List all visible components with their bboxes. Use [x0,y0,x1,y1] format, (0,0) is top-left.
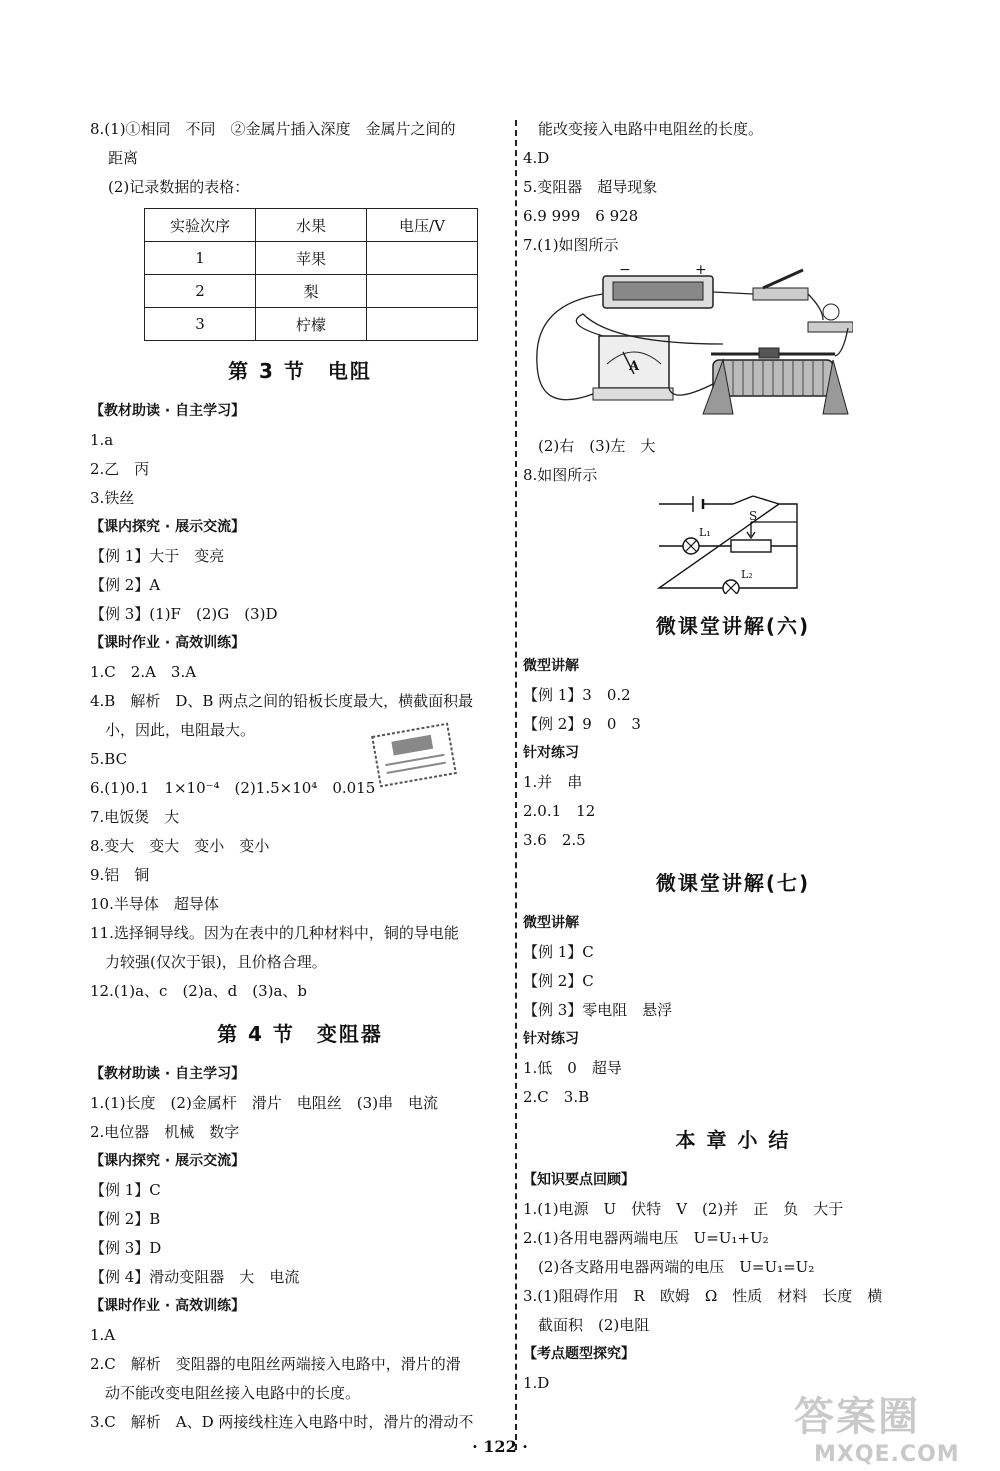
right-top-lines [523,115,943,260]
rheostat-symbol [731,540,771,552]
rheostat-slider [759,348,779,358]
wire-3 [808,294,823,320]
answer-line: 1.A [90,1326,116,1344]
q8-line1: 8.(1)①相同 不同 ②金属片插入深度 金属片之间的 [90,120,456,138]
section-heading: 针对练习 [523,745,579,761]
table-header-row [145,209,478,242]
site-watermark [794,1385,984,1465]
table-cell [367,242,478,275]
answer-line: 截面积 (2)电阻 [538,1316,650,1334]
answer-line: 3.C 解析 A、D 两接线柱连入电路中时，滑片的滑动不 [90,1413,474,1431]
micro-lecture-7-lines [523,909,943,1112]
answer-line: 【例 3】D [90,1239,162,1257]
section-heading: 【教材助读 · 自主学习】 [90,403,246,419]
answer-line: 【例 2】9 0 3 [523,715,641,733]
lamp-bulb [823,304,839,320]
ammeter-stand [593,388,673,400]
answer-line: 小，因此，电阻最大。 [105,721,256,739]
answer-line: 2.电位器 机械 数字 [90,1123,240,1141]
table-row [145,308,478,341]
answer-line: 3.(1)阻碍作用 R 欧姆 Ω 性质 材料 长度 横 [523,1287,883,1305]
section-4-title: 第 4 节 变阻器 [217,1022,383,1046]
switch-knife [763,270,803,288]
answer-line: 【例 1】C [90,1181,161,1199]
answer-line: 【例 2】A [90,576,161,594]
page-number: · 122 · [472,1437,528,1456]
answer-line: 9.铝 铜 [90,866,150,884]
answer-line: 3.6 2.5 [523,831,586,849]
answer-line: 4.B 解析 D、B 两点之间的铅板长度最大，横截面积最 [90,692,474,710]
chapter-summary-title: 本 章 小 结 [675,1128,791,1152]
micro-lecture-6-title: 微课堂讲解(六) [655,614,811,638]
lamp-1-label: L₁ [699,526,711,539]
section-heading: 微型讲解 [523,915,579,931]
ammeter-label: A [629,359,640,374]
table-cell [367,308,478,341]
table-cell [367,275,478,308]
section-3-lines [90,397,510,1006]
answer-line: 6.9 999 6 928 [523,207,639,225]
answer-line: 3.铁丝 [90,489,135,507]
table-cell: 2 [145,275,256,308]
wire-2 [713,292,753,294]
micro-lecture-6-lines [523,652,943,855]
answer-line: 2.(1)各用电器两端电压 U=U₁+U₂ [523,1229,769,1247]
answer-line: 1.D [523,1374,550,1392]
answer-line: 2.0.1 12 [523,802,596,820]
answer-line: 2.C 解析 变阻器的电阻丝两端接入电路中，滑片的滑 [90,1355,461,1373]
data-record-table [144,208,478,341]
answer-line: (2)右 (3)左 大 [538,437,656,455]
section-heading: 微型讲解 [523,658,579,674]
answer-line: 7.电饭煲 大 [90,808,180,826]
switch-blade [733,496,753,504]
switch-base [753,288,808,300]
answer-line: 8.变大 变大 变小 变小 [90,837,270,855]
table-header: 电压/V [367,209,478,242]
right-column [523,115,943,1398]
table-cell: 梨 [256,275,367,308]
answer-line: 10.半导体 超导体 [90,895,219,913]
answer-line: 能改变接入电路中电阻丝的长度。 [538,120,764,138]
table-row [145,275,478,308]
circuit-diagram-figure [523,494,943,598]
table-cell: 柠檬 [256,308,367,341]
answer-line: 【例 1】C [523,943,594,961]
lamp-2-label: L₂ [741,568,753,581]
section-heading: 【知识要点回顾】 [523,1172,635,1188]
answer-line: 6.(1)0.1 1×10⁻⁴ (2)1.5×10⁴ 0.015 [90,779,376,797]
answer-line: 【例 1】大于 变亮 [90,547,225,565]
answer-line: 1.a [90,431,114,449]
answer-line: 【例 4】滑动变阻器 大 电流 [90,1268,300,1286]
q8-line2: 距离 [108,149,139,167]
circuit-apparatus-drawing [523,264,853,424]
table-cell: 3 [145,308,256,341]
watermark-title: 答案圈 [794,1394,920,1440]
right-mid-lines [523,432,943,490]
answer-line: 2.乙 丙 [90,460,150,478]
section-heading: 【课时作业 · 高效训练】 [90,635,246,651]
answer-line: 12.(1)a、c (2)a、d (3)a、b [90,982,308,1000]
table-header: 水果 [256,209,367,242]
circuit-schematic [653,494,813,594]
answer-line: 11.选择铜导线。因为在表中的几种材料中，铜的导电能 [90,924,459,942]
section-heading: 【教材助读 · 自主学习】 [90,1066,246,1082]
answer-line: 【例 1】3 0.2 [523,686,631,704]
section-heading: 【课内探究 · 展示交流】 [90,1153,246,1169]
lamp-base [808,322,853,332]
answer-line: 【例 3】(1)F (2)G (3)D [90,605,278,623]
q8-line3: (2)记录数据的表格： [108,178,250,196]
answer-line: 1.并 串 [523,773,583,791]
answer-line: 【例 2】B [90,1210,161,1228]
answer-line: 动不能改变电阻丝接入电路中的长度。 [105,1384,361,1402]
section-4-lines [90,1060,510,1437]
section-heading: 【课时作业 · 高效训练】 [90,1298,246,1314]
schematic-wires [659,496,797,588]
table-cell: 1 [145,242,256,275]
section-heading: 【考点题型探究】 [523,1346,635,1362]
battery-plus-label: + [695,264,707,278]
answer-line: 【例 2】C [523,972,594,990]
answer-line: 力较强(仅次于银)，且价格合理。 [105,953,327,971]
table-row [145,242,478,275]
answer-line: 7.(1)如图所示 [523,236,619,254]
watermark-url: MXQE.COM [814,1442,960,1467]
answer-line: 5.BC [90,750,128,768]
wire-5 [669,384,713,395]
answer-line: 【例 3】零电阻 悬浮 [523,1001,673,1019]
answer-line: 4.D [523,149,550,167]
section-heading: 针对练习 [523,1031,579,1047]
answer-line: 1.C 2.A 3.A [90,663,197,681]
section-heading: 【课内探究 · 展示交流】 [90,519,246,535]
answer-line: 8.如图所示 [523,466,598,484]
chapter-summary-lines [523,1166,943,1398]
answer-line: 1.(1)长度 (2)金属杆 滑片 电阻丝 (3)串 电流 [90,1094,439,1112]
answer-line: 5.变阻器 超导现象 [523,178,658,196]
battery-cells [613,282,703,300]
section-3-title: 第 3 节 电阻 [228,359,372,383]
wire-1 [537,294,603,400]
table-header: 实验次序 [145,209,256,242]
table-cell: 苹果 [256,242,367,275]
rheostat-arrow [747,522,755,538]
column-divider [515,120,517,1450]
battery-minus-label: − [619,264,631,278]
micro-lecture-7-title: 微课堂讲解(七) [655,871,811,895]
switch-label: S [749,509,758,523]
circuit-photo-figure [523,264,943,428]
answer-line: 1.(1)电源 U 伏特 V (2)并 正 负 大于 [523,1200,844,1218]
answer-line: (2)各支路用电器两端的电压 U=U₁=U₂ [538,1258,815,1276]
answer-line: 2.C 3.B [523,1088,590,1106]
answer-line: 1.低 0 超导 [523,1059,622,1077]
